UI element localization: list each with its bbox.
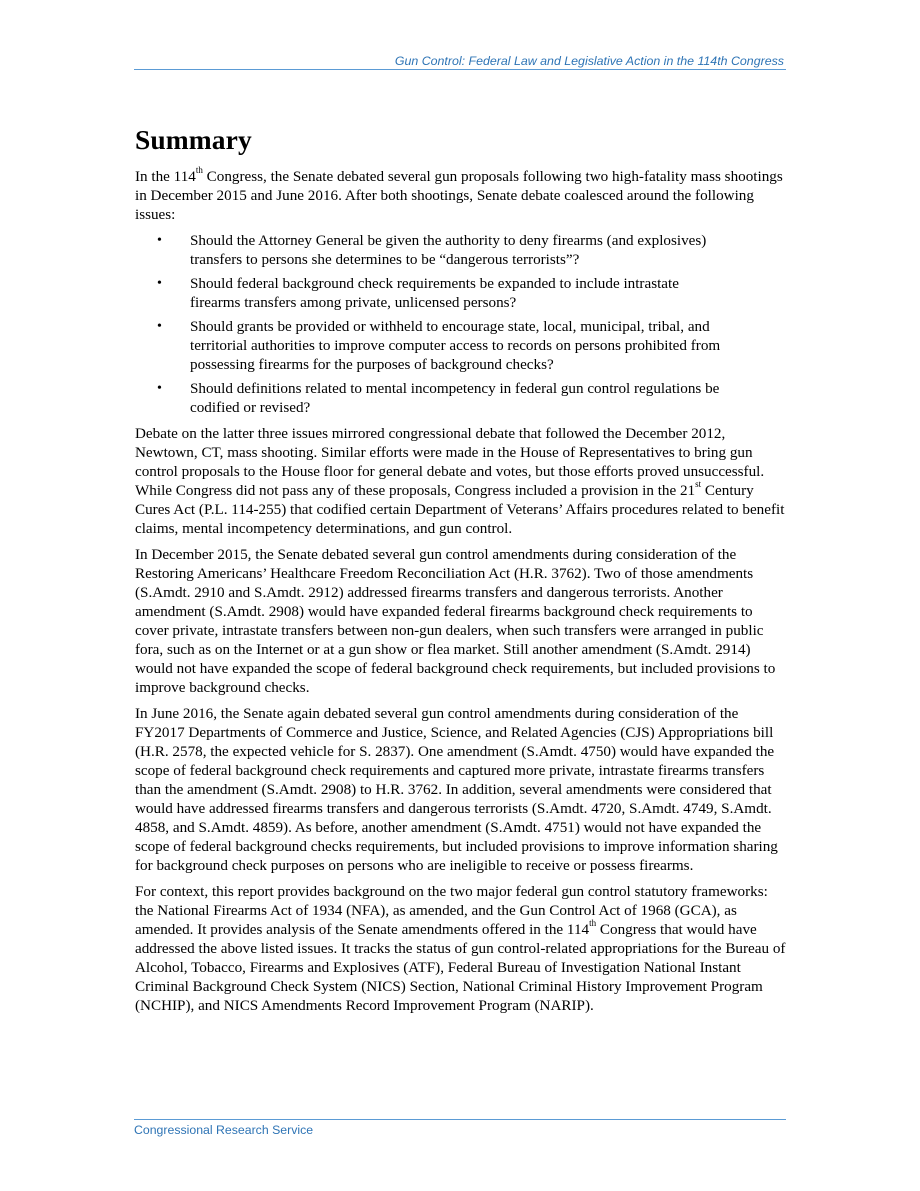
context-text-end: Congress that would have addressed the above listed issues. It tracks the status of gun control-related appropriations for the Bureau of Alcohol, Tobacco, Firearms and Explosives (ATF), Federal Bureau of Investigation National Instant Criminal Background Check System (NICS) Section, National Criminal History Improvement Program (NCHIP), and NICS Amendments Record Improvement Program (NARIP). — [135, 921, 786, 1014]
issues-list — [135, 231, 789, 417]
list-item-text: Should the Attorney General be given the authority to deny firearms (and explosives) transfers to persons she determines to be “dangerous terrorists”? — [190, 232, 707, 268]
list-item — [135, 379, 730, 417]
list-item — [135, 274, 730, 312]
ordinal-suffix: th — [589, 917, 597, 928]
intro-text-start: In the 114 — [135, 168, 196, 185]
list-item-text: Should definitions related to mental incompetency in federal gun control regulations be codified or revised? — [190, 380, 720, 416]
running-header — [134, 54, 786, 70]
december-2015-paragraph: In December 2015, the Senate debated several gun control amendments during consideration of the Restoring Americans’ Healthcare Freedom Reconciliation Act (H.R. 3762). Two of those amendments (S.Amdt. 2910 and S.Amdt. 2912) addressed firearms transfers and dangerous terrorists. Another amendment (S.Amdt. 2908) would have expanded federal firearms background check requirements to cover private, intrastate transfers between non-gun dealers, when such transfers were arranged in public fora, such as on the Internet or at a gun show or flea market. Still another amendment (S.Amdt. 2914) would not have expanded the scope of federal background check requirements, but included provisions to improve background checks. — [135, 546, 776, 696]
summary-section — [135, 122, 789, 1022]
list-item — [135, 231, 730, 269]
ordinal-suffix: st — [695, 478, 702, 489]
bullet-icon: • — [157, 319, 162, 334]
list-item — [135, 317, 730, 374]
ordinal-suffix: th — [195, 164, 203, 175]
context-text-start: For context, this report provides background on the two major federal gun control statutory frameworks: the National Firearms Act of 1934 (NFA), as amended, and the Gun Control Act of 1968 (GCA), as amended. It provides analysis of the Senate amendments offered in the 114 — [135, 883, 768, 938]
debate-paragraph — [135, 424, 789, 538]
running-header-title: Gun Control: Federal Law and Legislative Action in the 114th Congress — [394, 54, 784, 68]
june-2016-paragraph: In June 2016, the Senate again debated several gun control amendments during consideration of the FY2017 Departments of Commerce and Justice, Science, and Related Agencies (CJS) Appropriations bill (H.R. 2578, the expected vehicle for S. 2837). One amendment (S.Amdt. 4750) would have expanded the scope of federal background check requirements and captured more private, intrastate firearms transfers than the amendment (S.Amdt. 2908) to H.R. 3762. In addition, several amendments were considered that would have addressed firearms transfers and dangerous terrorists (S.Amdt. 4720, S.Amdt. 4749, S.Amdt. 4858, and S.Amdt. 4859). As before, another amendment (S.Amdt. 4751) would not have expanded the scope of federal background checks requirements, but included provisions to improve information sharing for background check purposes on persons who are ineligible to receive or possess firearms. — [135, 705, 778, 874]
running-footer — [134, 1119, 786, 1138]
bullet-icon: • — [157, 381, 162, 396]
context-paragraph — [135, 882, 789, 1015]
debate-text-start: Debate on the latter three issues mirrored congressional debate that followed the December 2012, Newtown, CT, mass shooting. Similar efforts were made in the House of Representatives to bring gun control proposals to the House floor for general debate and votes, but those efforts proved unsuccessful. While Congress did not pass any of these proposals, Congress included a provision in the 21 — [135, 425, 765, 499]
list-item-text: Should grants be provided or withheld to encourage state, local, municipal, tribal, and territorial authorities to improve computer access to records on persons prohibited from possessing firearms for the purposes of background checks? — [190, 318, 721, 373]
list-item-text: Should federal background check requirements be expanded to include intrastate firearms transfers among private, unlicensed persons? — [190, 275, 679, 311]
debate-text-end: Century Cures Act (P.L. 114-255) that codified certain Department of Veterans’ Affairs procedures related to benefit claims, mental incompetency determinations, and gun control. — [135, 482, 785, 537]
intro-paragraph — [135, 164, 789, 224]
section-heading: Summary — [135, 124, 252, 155]
bullet-icon: • — [157, 276, 162, 291]
intro-text-end: Congress, the Senate debated several gun proposals following two high-fatality mass shootings in December 2015 and June 2016. After both shootings, Senate debate coalesced around the following issues: — [135, 168, 783, 223]
footer-organization: Congressional Research Service — [134, 1123, 314, 1137]
bullet-icon: • — [157, 233, 162, 248]
